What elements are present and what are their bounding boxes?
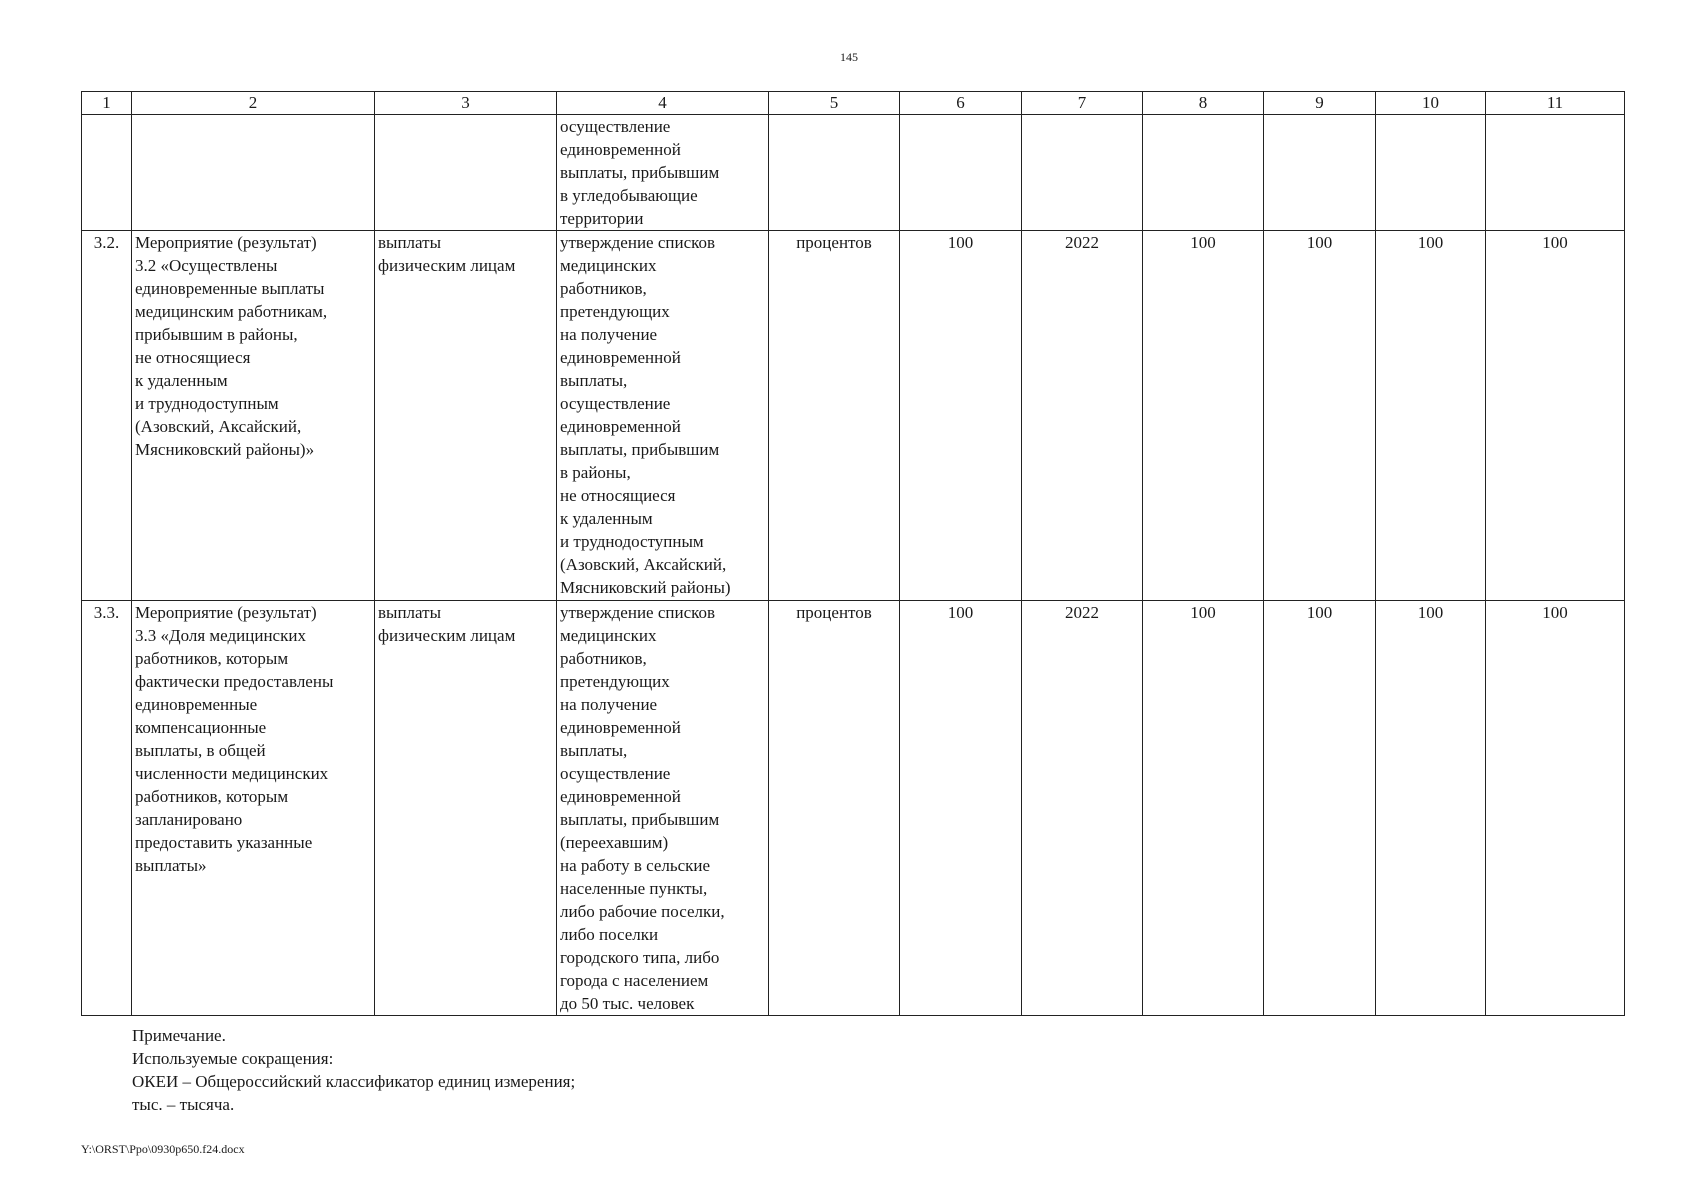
header-cell: 9 (1264, 92, 1376, 115)
header-cell: 10 (1376, 92, 1486, 115)
header-cell: 3 (375, 92, 557, 115)
note-line: тыс. – тысяча. (132, 1095, 235, 1114)
base-value-cell: 100 (900, 231, 1022, 601)
value-cell: 100 (1143, 601, 1264, 1016)
value-cell (1376, 115, 1486, 231)
unit-cell (769, 115, 900, 231)
base-value-cell (900, 115, 1022, 231)
value-cell (1264, 115, 1376, 231)
measure-type-cell (375, 115, 557, 231)
unit-cell: процентов (769, 231, 900, 601)
base-year-cell: 2022 (1022, 601, 1143, 1016)
base-value-cell: 100 (900, 601, 1022, 1016)
description-cell: утверждение списков медицинских работников, претендующих на получение единовременной выплаты, осуществление единовременной выплаты, прибывшим (переехавшим) на работу в сельские населенные пункты, либо рабочие поселки, либо поселки городского типа, либо города с населением до 50 тыс. человек (557, 601, 769, 1016)
row-number-cell: 3.3. (82, 601, 132, 1016)
value-cell: 100 (1143, 231, 1264, 601)
value-cell (1143, 115, 1264, 231)
page-number: 145 (840, 50, 858, 64)
header-row (82, 92, 1625, 115)
value-cell: 100 (1264, 601, 1376, 1016)
measure-name-cell (132, 115, 375, 231)
measure-type-cell: выплаты физическим лицам (375, 601, 557, 1016)
measure-type-cell: выплаты физическим лицам (375, 231, 557, 601)
header-cell: 5 (769, 92, 900, 115)
note-block (132, 1024, 575, 1116)
value-cell: 100 (1376, 601, 1486, 1016)
header-cell: 8 (1143, 92, 1264, 115)
unit-cell: процентов (769, 601, 900, 1016)
value-cell: 100 (1486, 231, 1625, 601)
description-cell: осуществление единовременной выплаты, прибывшим в угледобывающие территории (557, 115, 769, 231)
value-cell: 100 (1376, 231, 1486, 601)
base-year-cell: 2022 (1022, 231, 1143, 601)
value-cell (1486, 115, 1625, 231)
row-number-cell (82, 115, 132, 231)
header-cell: 6 (900, 92, 1022, 115)
file-path: Y:\ORST\Ppo\0930p650.f24.docx (81, 1142, 245, 1156)
value-cell: 100 (1264, 231, 1376, 601)
measure-name-cell: Мероприятие (результат) 3.3 «Доля медицинских работников, которым фактически предоставлены единовременные компенсационные выплаты, в общей численности медицинских работников, которым запланировано предоставить указанные выплаты» (132, 601, 375, 1016)
measure-name-cell: Мероприятие (результат) 3.2 «Осуществлены единовременные выплаты медицинским работникам, прибывшим в районы, не относящиеся к удаленным и труднодоступным (Азовский, Аксайский, Мясниковский районы)» (132, 231, 375, 601)
header-cell: 7 (1022, 92, 1143, 115)
description-cell: утверждение списков медицинских работников, претендующих на получение единовременной выплаты, осуществление единовременной выплаты, прибывшим в районы, не относящиеся к удаленным и труднодоступным (Азовский, Аксайский, Мясниковский районы) (557, 231, 769, 601)
header-cell: 11 (1486, 92, 1625, 115)
table-row (82, 231, 1625, 601)
header-cell: 2 (132, 92, 375, 115)
row-number-cell: 3.2. (82, 231, 132, 601)
note-title: Примечание. (132, 1026, 226, 1045)
header-cell: 4 (557, 92, 769, 115)
table-row (82, 115, 1625, 231)
note-line: Используемые сокращения: (132, 1049, 334, 1068)
table-row (82, 601, 1625, 1016)
value-cell: 100 (1486, 601, 1625, 1016)
header-cell: 1 (82, 92, 132, 115)
note-line: ОКЕИ – Общероссийский классификатор единиц измерения; (132, 1072, 576, 1091)
data-table (81, 91, 1625, 1016)
base-year-cell (1022, 115, 1143, 231)
